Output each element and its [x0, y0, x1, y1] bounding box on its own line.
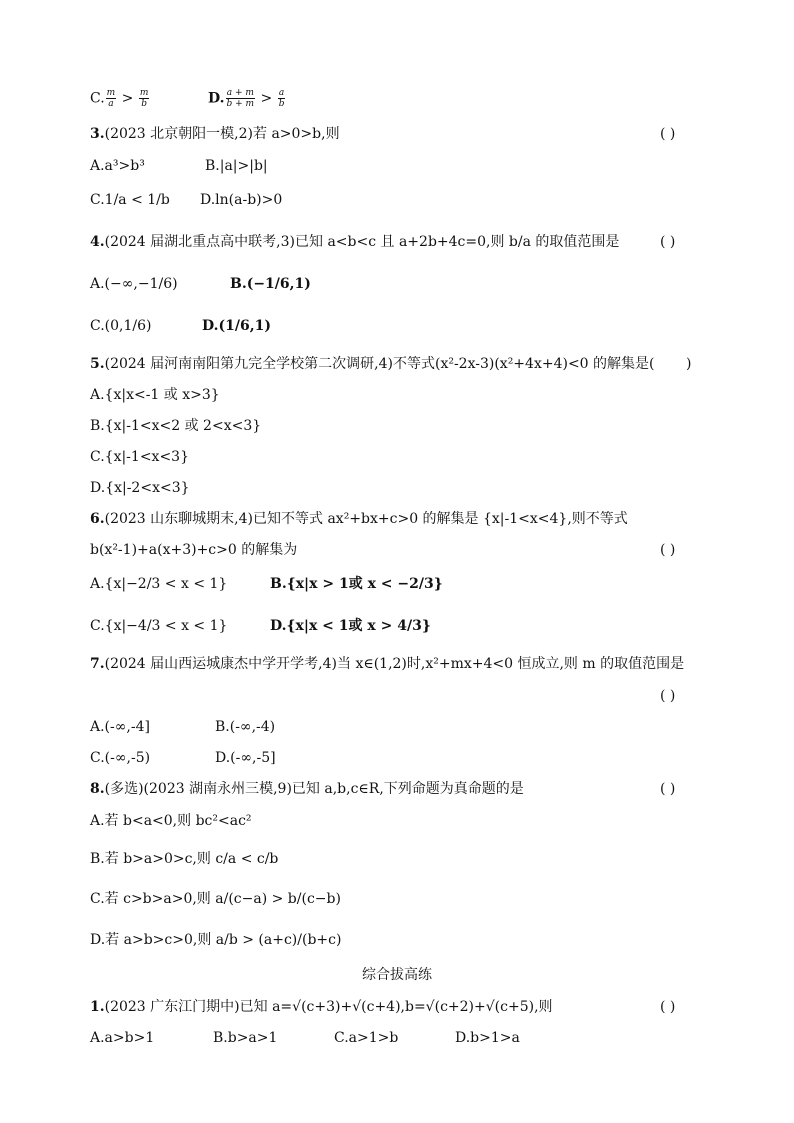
- option-label: D.: [208, 90, 225, 107]
- answer-paren: ( ): [660, 999, 676, 1015]
- question-source: (2024 届湖北重点高中联考,3): [104, 234, 295, 250]
- q7-option-c: C.(-∞,-5): [90, 750, 151, 766]
- q4-option-a: A.(−∞,−1/6): [90, 276, 178, 292]
- fraction: $\frac{m}{b}$: [139, 88, 149, 109]
- s1-option-c: C.a>1>b: [334, 1030, 399, 1046]
- fraction: $\frac{m}{a}$: [106, 88, 116, 109]
- q5-option-a: A.{x|x<-1 或 x>3}: [90, 387, 220, 403]
- question-number: 6.: [90, 511, 105, 527]
- top-option-d: D. $\frac{a + m}{b + m}$ > $\frac{a}{b}$: [208, 88, 285, 109]
- q6-option-b: B.{x|x > 1或 x < −2/3}: [270, 576, 443, 592]
- question-number: 3.: [90, 126, 105, 142]
- question-stem: 已知 a<b<c 且 a+2b+4c=0,则 b/a 的取值范围是: [295, 234, 620, 250]
- q6-option-d: D.{x|x < 1或 x > 4/3}: [270, 618, 431, 634]
- fraction: $\frac{a}{b}$: [278, 88, 285, 109]
- question-number: 7.: [90, 656, 105, 672]
- s1-option-b: B.b>a>1: [213, 1030, 278, 1046]
- question-stem: 已知 a=√(c+3)+√(c+4),b=√(c+2)+√(c+5),则: [239, 999, 553, 1015]
- q4-option-c: C.(0,1/6): [90, 318, 152, 334]
- question-8-stem: [90, 779, 524, 799]
- q5-option-d: D.{x|-2<x<3}: [90, 480, 190, 496]
- q3-option-c: C.1/a < 1/b: [90, 192, 170, 208]
- question-source: (2023 广东江门期中): [104, 999, 240, 1015]
- question-number: 5.: [90, 356, 105, 372]
- q3-option-b: B.|a|>|b|: [205, 158, 268, 174]
- question-source: (2024 届河南南阳第九完全学校第二次调研,4): [104, 356, 393, 372]
- q7-option-b: B.(-∞,-4): [215, 719, 276, 735]
- q7-option-d: D.(-∞,-5]: [215, 750, 276, 766]
- question-7-stem: [90, 654, 684, 674]
- q8-option-b: B.若 b>a>0>c,则 c/a < c/b: [90, 851, 279, 867]
- option-label: C.: [90, 90, 105, 107]
- q5-option-c: C.{x|-1<x<3}: [90, 449, 189, 465]
- q7-option-a: A.(-∞,-4]: [90, 719, 150, 735]
- q5-option-b: B.{x|-1<x<2 或 2<x<3}: [90, 418, 262, 434]
- question-number: 8.: [90, 781, 105, 797]
- q3-option-a: A.a³>b³: [90, 158, 145, 174]
- question-3-stem: [90, 124, 340, 144]
- q4-option-b: B.(−1/6,1): [230, 276, 311, 292]
- answer-paren: ( ): [660, 781, 676, 797]
- q3-option-d: D.ln(a-b)>0: [200, 192, 283, 208]
- question-6-stem-cont: b(x²-1)+a(x+3)+c>0 的解集为: [90, 542, 298, 558]
- question-source: (2023 北京朝阳一模,2): [104, 126, 253, 142]
- q8-option-c: C.若 c>b>a>0,则 a/(c−a) > b/(c−b): [90, 891, 341, 907]
- question-number: 1.: [90, 999, 105, 1015]
- section-title: 综合拔高练: [362, 967, 432, 983]
- question-4-stem: [90, 232, 619, 252]
- section-question-1-stem: [90, 997, 553, 1017]
- question-stem: 不等式(x²-2x-3)(x²+4x+4)<0 的解集是(: [392, 356, 655, 372]
- question-stem: 当 x∈(1,2)时,x²+mx+4<0 恒成立,则 m 的取值范围是: [337, 656, 685, 672]
- question-stem: 若 a>0>b,则: [253, 126, 340, 142]
- question-source: (多选)(2023 湖南永州三模,9): [104, 781, 292, 797]
- answer-paren: ( ): [660, 688, 676, 704]
- answer-paren: ( ): [660, 126, 676, 142]
- q4-option-d: D.(1/6,1): [202, 318, 271, 334]
- s1-option-d: D.b>1>a: [455, 1030, 520, 1046]
- answer-paren: ( ): [660, 542, 676, 558]
- question-source: (2023 山东聊城期末,4): [104, 511, 253, 527]
- top-option-c: C. $\frac{m}{a}$ > $\frac{m}{b}$: [90, 88, 149, 109]
- answer-paren-close: ): [686, 356, 692, 372]
- q8-option-a: A.若 b<a<0,则 bc²<ac²: [90, 813, 252, 829]
- q8-option-d: D.若 a>b>c>0,则 a/b > (a+c)/(b+c): [90, 932, 342, 948]
- question-5-stem: [90, 354, 655, 374]
- question-stem: 已知不等式 ax²+bx+c>0 的解集是 {x|-1<x<4},则不等式: [253, 511, 628, 527]
- question-source: (2024 届山西运城康杰中学开学考,4): [104, 656, 337, 672]
- q6-option-c: C.{x|−4/3 < x < 1}: [90, 618, 228, 634]
- q6-option-a: A.{x|−2/3 < x < 1}: [90, 576, 228, 592]
- answer-paren: ( ): [660, 234, 676, 250]
- fraction: $\frac{a + m}{b + m}$: [226, 88, 255, 109]
- question-stem: 已知 a,b,c∈R,下列命题为真命题的是: [291, 781, 524, 797]
- s1-option-a: A.a>b>1: [90, 1030, 155, 1046]
- question-6-stem: [90, 509, 628, 529]
- question-number: 4.: [90, 234, 105, 250]
